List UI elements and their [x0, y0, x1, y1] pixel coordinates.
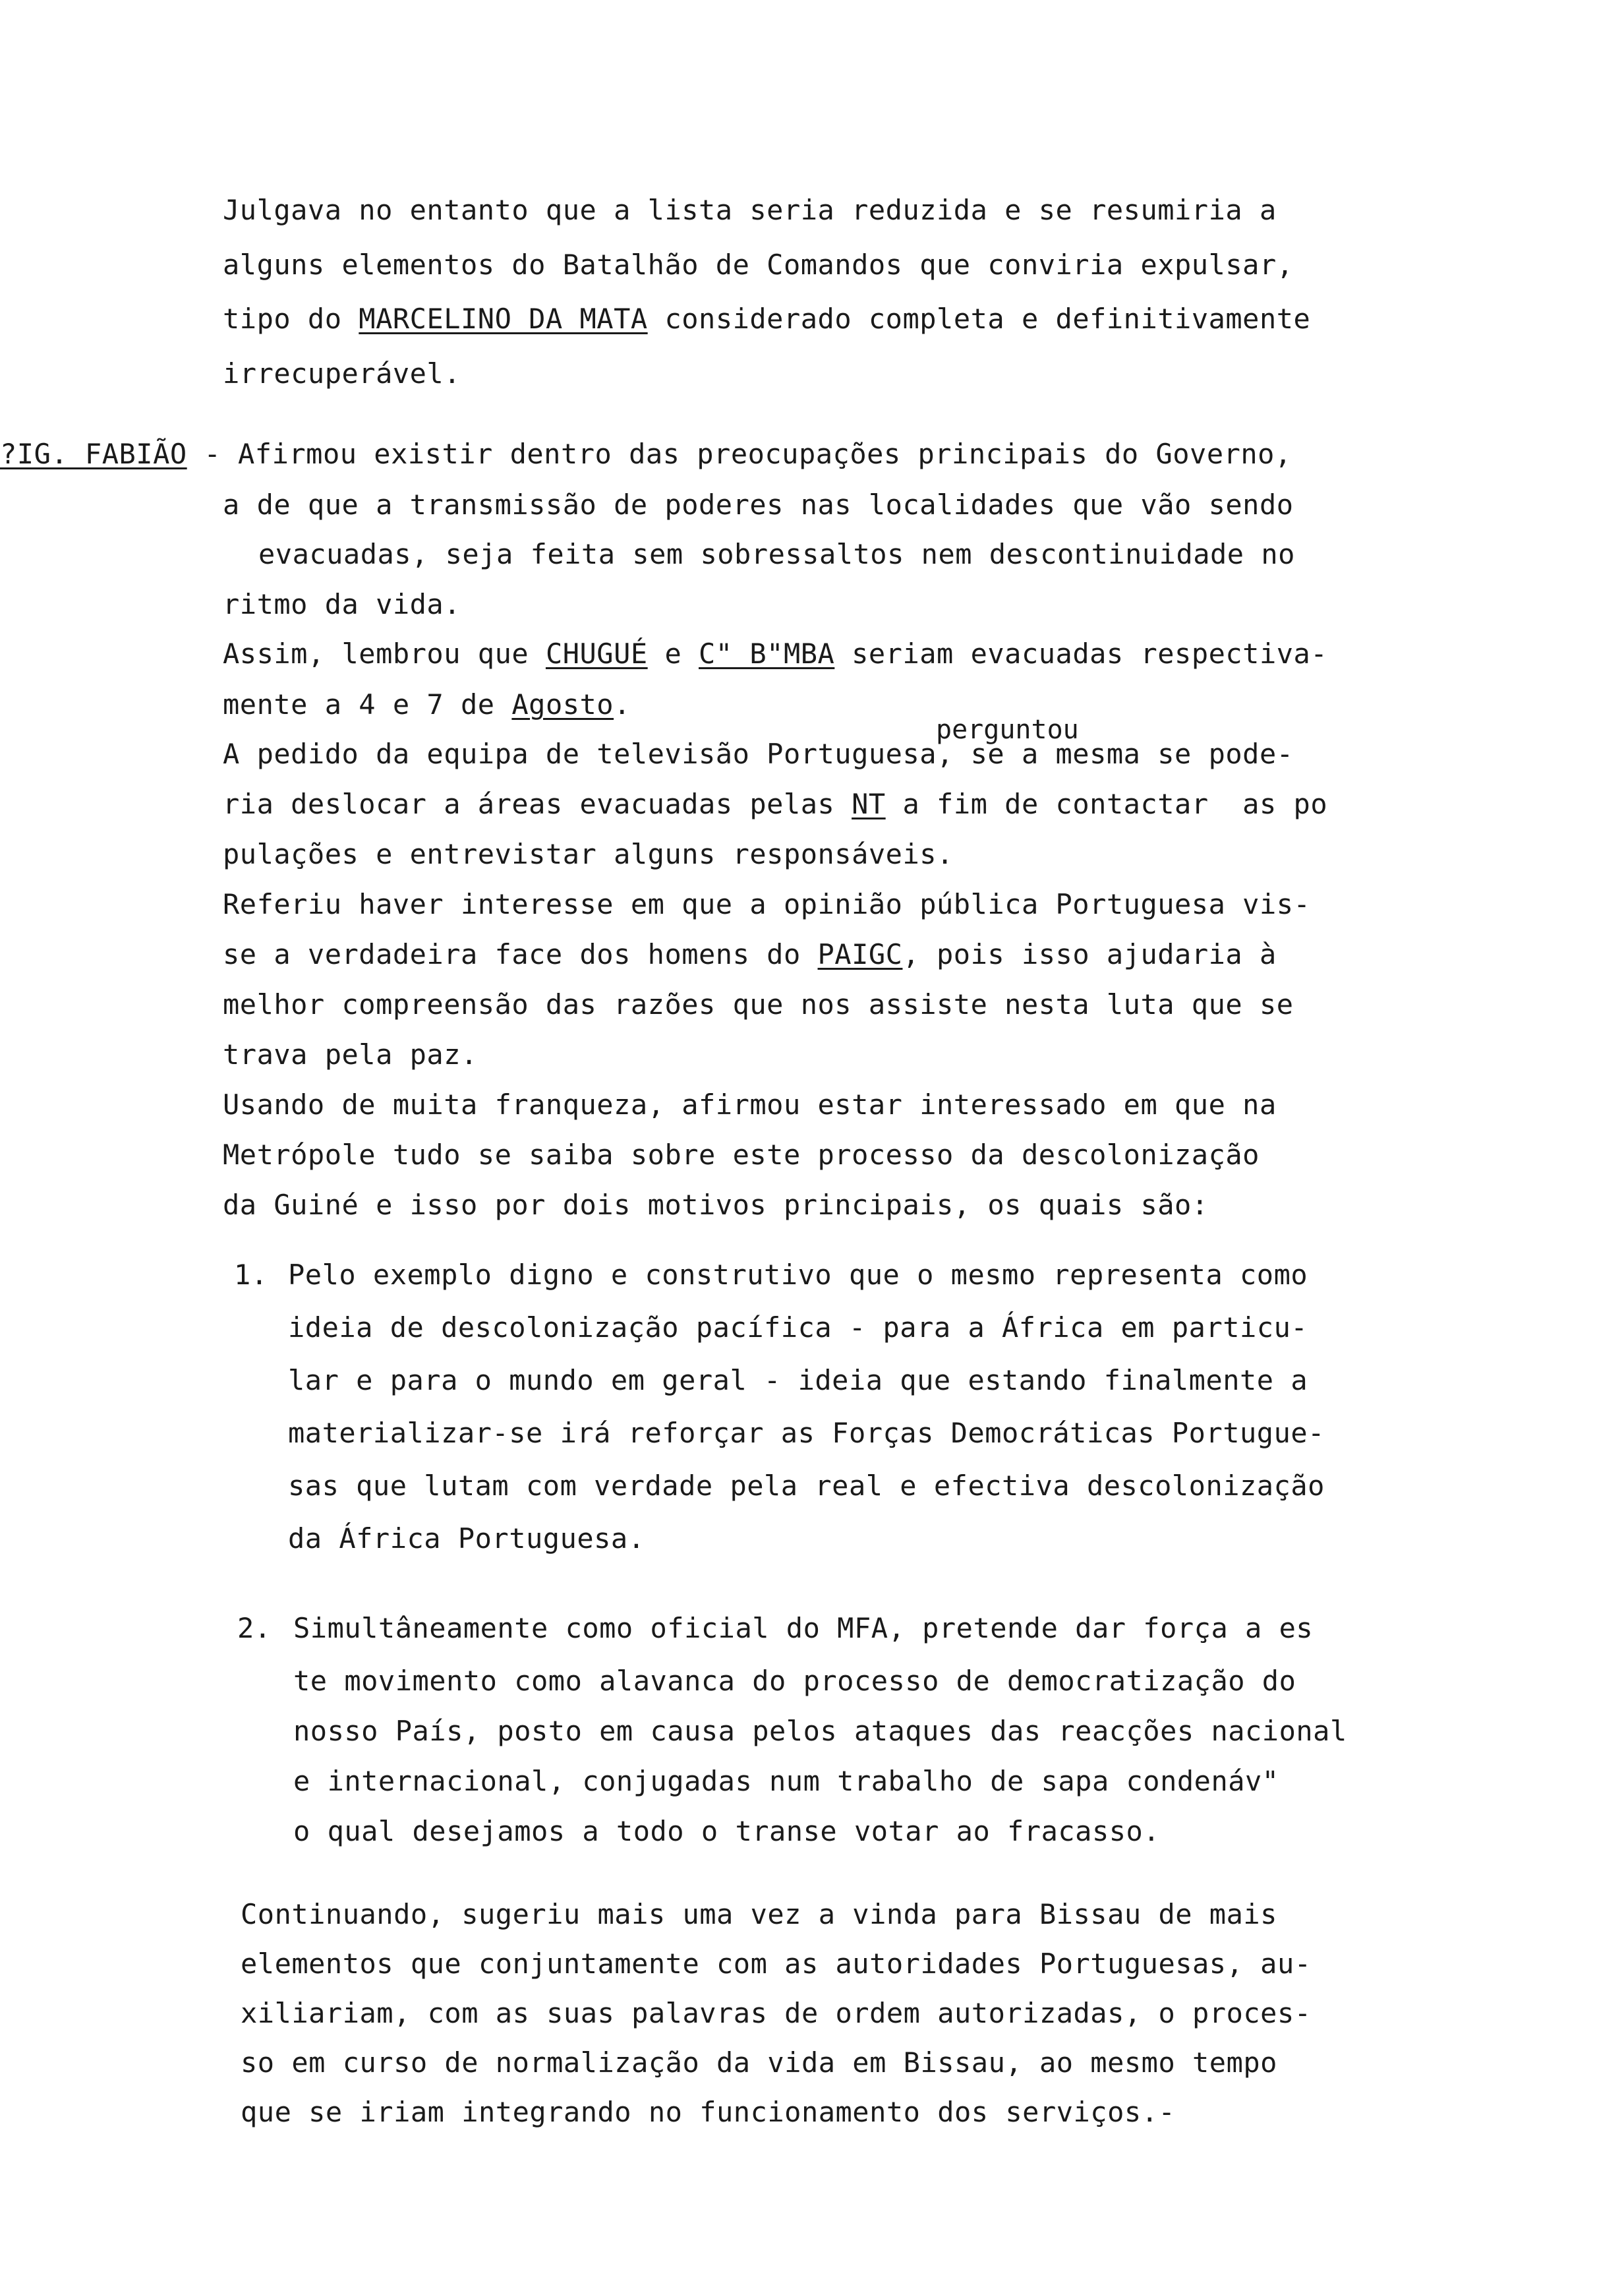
- text-span: mente a 4 e 7 de: [223, 688, 512, 721]
- text-line: Referiu haver interesse em que a opinião pública Portuguesa vis-: [223, 888, 1311, 920]
- text-line: [223, 303, 1310, 335]
- text-line: da Guiné e isso por dois motivos principais, os quais são:: [223, 1189, 1209, 1221]
- text-line: lar e para o mundo em geral - ideia que estando finalmente a: [288, 1364, 1308, 1396]
- text-line: elementos que conjuntamente com as autoridades Portuguesas, au-: [241, 1947, 1312, 1980]
- text-line: pulações e entrevistar alguns responsáveis.: [223, 838, 954, 870]
- text-span: .: [614, 688, 631, 721]
- text-span: se a verdadeira face dos homens do: [223, 938, 818, 970]
- text-line: A pedido da equipa de televisão Portuguesa, se a mesma se pode-: [223, 738, 1294, 770]
- text-line: so em curso de normalização da vida em Bissau, ao mesmo tempo: [241, 2046, 1277, 2079]
- list-number: 2.: [237, 1612, 272, 1644]
- list-number: 1.: [234, 1259, 268, 1291]
- text-span: , pois isso ajudaria à: [902, 938, 1277, 970]
- underlined-date: Agosto: [511, 688, 614, 721]
- text-line: evacuadas, seja feita sem sobressaltos nem descontinuidade no: [258, 538, 1295, 570]
- underlined-place: C" B"MBA: [699, 638, 835, 670]
- underlined-abbrev: PAIGC: [817, 938, 903, 970]
- text-line: sas que lutam com verdade pela real e efectiva descolonização: [288, 1470, 1325, 1502]
- text-line: a de que a transmissão de poderes nas localidades que vão sendo: [223, 489, 1294, 521]
- text-span: ria deslocar a áreas evacuadas pelas: [223, 788, 852, 820]
- handwritten-insertion: perguntou: [936, 715, 1079, 745]
- text-line: Pelo exemplo digno e construtivo que o mesmo representa como: [288, 1259, 1308, 1291]
- underlined-place: CHUGUÉ: [545, 638, 648, 670]
- text-line: xiliariam, com as suas palavras de ordem autorizadas, o proces-: [241, 1997, 1312, 2029]
- text-span: a fim de contactar as po: [885, 788, 1328, 820]
- text-line: Julgava no entanto que a lista seria reduzida e se resumiria a: [223, 194, 1277, 226]
- text-line: Metrópole tudo se saiba sobre este processo da descolonização: [223, 1139, 1260, 1171]
- text-line: Usando de muita franqueza, afirmou estar interessado em que na: [223, 1088, 1277, 1121]
- text-line: te movimento como alavanca do processo de democratização do: [293, 1665, 1296, 1697]
- text-line: alguns elementos do Batalhão de Comandos que conviria expulsar,: [223, 249, 1294, 281]
- underlined-abbrev: NT: [852, 788, 886, 820]
- text-line: [223, 939, 1277, 970]
- text-line: nosso País, posto em causa pelos ataques das reacções nacional: [293, 1715, 1347, 1747]
- text-line: ideia de descolonização pacífica - para a África em particu-: [288, 1311, 1308, 1344]
- text-span: seriam evacuadas respectiva-: [834, 638, 1328, 670]
- text-line: trava pela paz.: [223, 1038, 478, 1071]
- text-span: e: [647, 638, 699, 670]
- text-line: Continuando, sugeriu mais uma vez a vinda para Bissau de mais: [241, 1898, 1277, 1930]
- text-line: [0, 438, 1292, 470]
- text-line: melhor compreensão das razões que nos assiste nesta luta que se: [223, 988, 1294, 1021]
- text-line: materializar-se irá reforçar as Forças Democráticas Portugue-: [288, 1417, 1325, 1449]
- text-span: - Afirmou existir dentro das preocupações principais do Governo,: [187, 438, 1292, 470]
- text-span: Assim, lembrou que: [223, 638, 546, 670]
- text-line: Simultâneamente como oficial do MFA, pretende dar força a es: [293, 1612, 1314, 1644]
- speaker-name: ?IG. FABIÃO: [0, 438, 187, 470]
- text-span: considerado completa e definitivamente: [647, 303, 1311, 335]
- text-span: tipo do: [223, 303, 359, 335]
- text-line: irrecuperável.: [223, 357, 461, 390]
- text-line: [223, 689, 631, 721]
- underlined-name: MARCELINO DA MATA: [359, 303, 648, 335]
- text-line: que se iriam integrando no funcionamento dos serviços.-: [241, 2096, 1176, 2128]
- text-line: ritmo da vida.: [223, 588, 461, 620]
- text-line: e internacional, conjugadas num trabalho de sapa condenáv": [293, 1765, 1279, 1797]
- text-line: [223, 788, 1327, 820]
- text-line: da África Portuguesa.: [288, 1522, 645, 1555]
- text-line: o qual desejamos a todo o transe votar ao fracasso.: [293, 1815, 1161, 1847]
- text-line: [223, 638, 1327, 670]
